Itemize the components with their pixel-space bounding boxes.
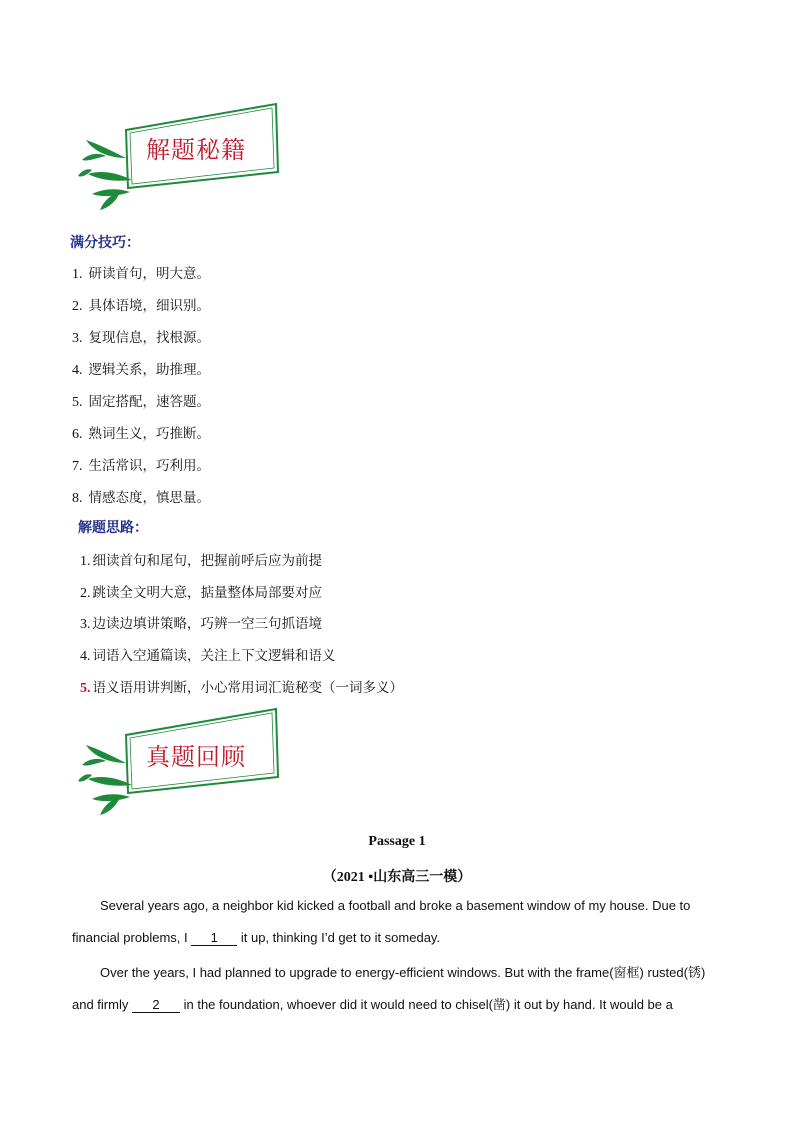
item-text: 固定搭配，速答题。 — [88, 394, 210, 410]
item-text: 具体语境，细识别。 — [88, 298, 210, 314]
passage-title: Passage 1 — [368, 834, 426, 849]
item-number: 1. — [72, 267, 83, 282]
list-item — [72, 454, 210, 475]
item-number: 5. — [80, 681, 91, 696]
item-number: 5. — [72, 395, 83, 410]
item-text: 熟词生义，巧推断。 — [88, 426, 210, 442]
banner-past-exams — [66, 705, 288, 817]
item-text: 复现信息，找根源。 — [88, 330, 210, 346]
paragraph-text: financial problems, I — [72, 930, 188, 945]
list-item — [72, 326, 210, 347]
item-number: 1. — [80, 554, 91, 569]
item-number: 4. — [72, 363, 83, 378]
list-item — [72, 262, 210, 283]
list-item — [80, 549, 322, 570]
list-item — [72, 422, 210, 443]
list-item — [72, 294, 210, 315]
list-item — [80, 676, 403, 697]
item-text: 边读边填讲策略，巧辨一空三句抓语境 — [92, 616, 322, 632]
list-item — [80, 612, 322, 633]
item-text: 生活常识，巧利用。 — [88, 458, 210, 474]
item-number: 4. — [80, 649, 91, 664]
item-text: 情感态度，慎思量。 — [88, 490, 210, 506]
paragraph-2-line-2 — [72, 994, 712, 1013]
item-text: 研读首句，明大意。 — [88, 266, 210, 282]
passage-source: （2021 •山东高三一模） — [322, 870, 472, 885]
paragraph-text: in the foundation, whoever did it would need to chisel(凿) it out by hand. It would be a — [183, 997, 673, 1012]
paragraph-text: Several years ago, a neighbor kid kicked a football and broke a basement window of my house. Due to — [100, 898, 691, 913]
list-item — [72, 390, 210, 411]
paragraph-text: it up, thinking I’d get to it someday. — [240, 930, 441, 945]
item-text: 逻辑关系，助推理。 — [88, 362, 210, 378]
blank-2[interactable]: 2 — [132, 997, 180, 1013]
paragraph-2-line-1 — [100, 962, 740, 981]
item-number: 7. — [72, 459, 83, 474]
list-item — [72, 358, 210, 379]
paragraph-text: Over the years, I had planned to upgrade to energy-efficient windows. But with the frame(窗框) rusted(锈) — [100, 965, 706, 980]
item-number: 8. — [72, 491, 83, 506]
item-text: 词语入空通篇读，关注上下文逻辑和语义 — [92, 648, 336, 664]
paragraph-text: and firmly — [72, 997, 129, 1012]
banner-title: 真题回顾 — [146, 743, 246, 771]
paragraph-1-line-2 — [72, 930, 712, 946]
thinking-heading: 解题思路： — [78, 520, 148, 536]
item-number: 3. — [80, 617, 91, 632]
list-item — [72, 486, 210, 507]
list-item — [80, 644, 336, 665]
paragraph-1-line-1 — [100, 898, 740, 913]
tips-heading: 满分技巧： — [70, 235, 140, 251]
item-number: 6. — [72, 427, 83, 442]
list-item — [80, 581, 322, 602]
item-text: 语义语用讲判断，小心常用词汇诡秘变（一词多义） — [92, 680, 403, 696]
banner-solving-secrets — [66, 100, 288, 212]
item-number: 2. — [72, 299, 83, 314]
item-number: 2. — [80, 586, 91, 601]
banner-title: 解题秘籍 — [146, 136, 246, 164]
item-number: 3. — [72, 331, 83, 346]
blank-1[interactable]: 1 — [191, 930, 237, 946]
item-text: 跳读全文明大意，掂量整体局部要对应 — [92, 585, 322, 601]
item-text: 细读首句和尾句，把握前呼后应为前提 — [92, 553, 322, 569]
